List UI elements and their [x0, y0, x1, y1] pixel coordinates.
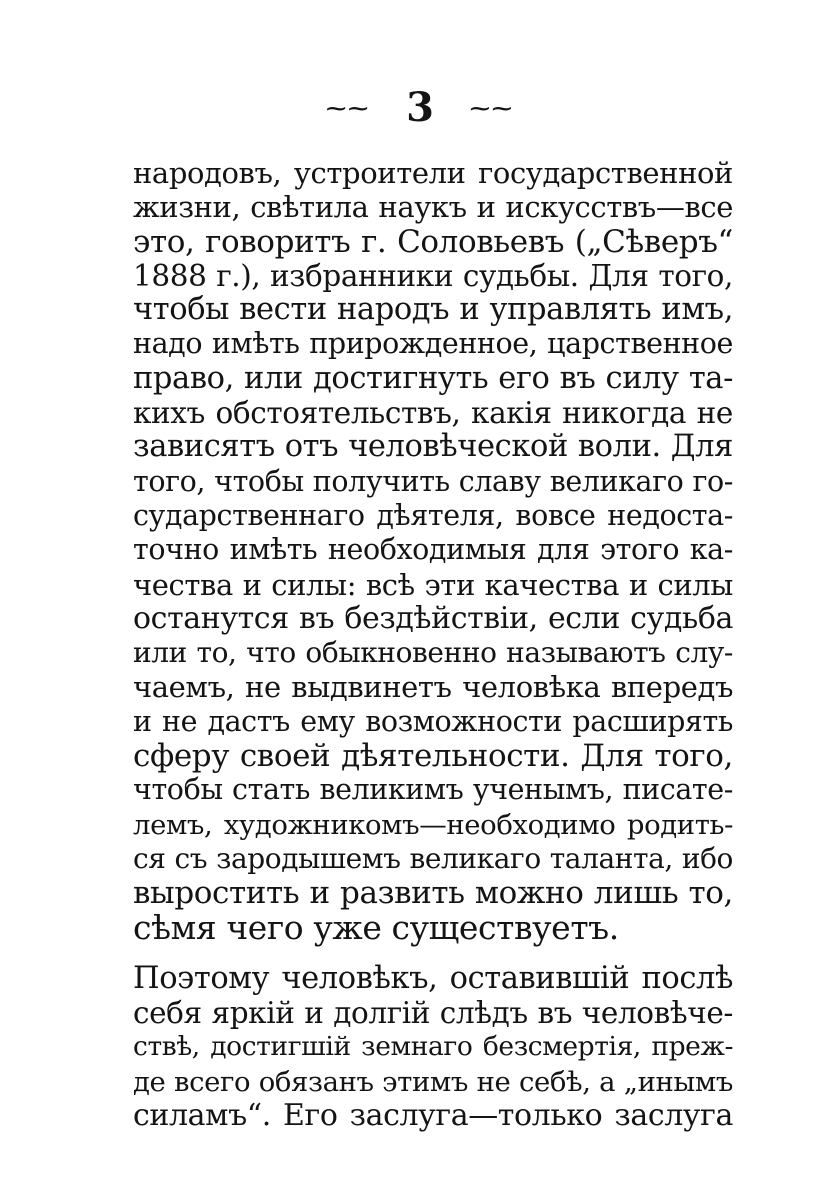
text-line: того, чтобы получить славу великаго го-: [133, 464, 733, 498]
text-line: чества и силы: всѣ эти качества и силы: [133, 567, 733, 602]
text-line: это, говоритъ г. Соловьевъ („Сѣверъ“: [133, 223, 733, 260]
paragraph: [133, 962, 733, 1133]
text-line: или то, что обыкновенно называютъ слу-: [133, 636, 733, 670]
text-line: сѣмя чего уже существуетъ.: [133, 907, 619, 947]
text-line: силамъ“. Его заслуга—только заслуга: [133, 1098, 733, 1134]
text-line: жизни, свѣтила наукъ и искусствъ—все: [133, 190, 733, 225]
text-line: ствѣ, достигшій земнаго безсмертія, преж-: [133, 1031, 733, 1063]
text-line: зависятъ отъ человѣческой воли. Для: [133, 429, 733, 465]
text-line: кихъ обстоятельствъ, какія никогда не: [133, 396, 733, 431]
text-line: себя яркій и долгій слѣдъ въ человѣче-: [133, 996, 733, 1031]
body-text: [133, 156, 733, 1133]
text-line: выростить и развить можно лишь то,: [133, 875, 733, 912]
text-line: чтобы вести народъ и управлять имъ,: [133, 292, 733, 328]
text-line: надо имѣть прирожденное, царственное: [133, 327, 733, 361]
text-line: лемъ, художникомъ—необходимо родить-: [133, 808, 733, 841]
page-header: [0, 80, 840, 133]
text-line: сударственнаго дѣятеля, вовсе недоста-: [133, 498, 733, 532]
paragraph: [133, 156, 733, 945]
text-line: Поэтому человѣкъ, оставившій послѣ: [133, 960, 733, 996]
text-line: останутся въ бездѣйствіи, если судьба: [133, 600, 733, 636]
text-line: и не дастъ ему возможности расширять: [133, 704, 733, 738]
page-number: 3: [406, 84, 434, 131]
text-line: ся съ зародышемъ великаго таланта, ибо: [133, 841, 733, 875]
header-ornament-right: ⁓⁓: [469, 96, 514, 120]
text-line: сферу своей дѣятельности. Для того,: [133, 738, 733, 775]
text-line: де всего обязанъ этимъ не себѣ, а „инымъ: [133, 1065, 733, 1098]
text-line: чаемъ, не выдвинетъ человѣка впередъ: [133, 670, 733, 705]
text-line: точно имѣть необходимыя для этого ка-: [133, 533, 733, 567]
text-line: право, или достигнуть его въ силу та-: [133, 360, 733, 396]
text-line: 1888 г.), избранники судьбы. Для того,: [133, 258, 733, 293]
paragraph-gap: [133, 945, 733, 962]
text-line: народовъ, устроители государственной: [133, 156, 733, 190]
header-ornament-left: ⁓⁓: [326, 96, 371, 120]
text-line: чтобы стать великимъ ученымъ, писате-: [133, 773, 733, 807]
